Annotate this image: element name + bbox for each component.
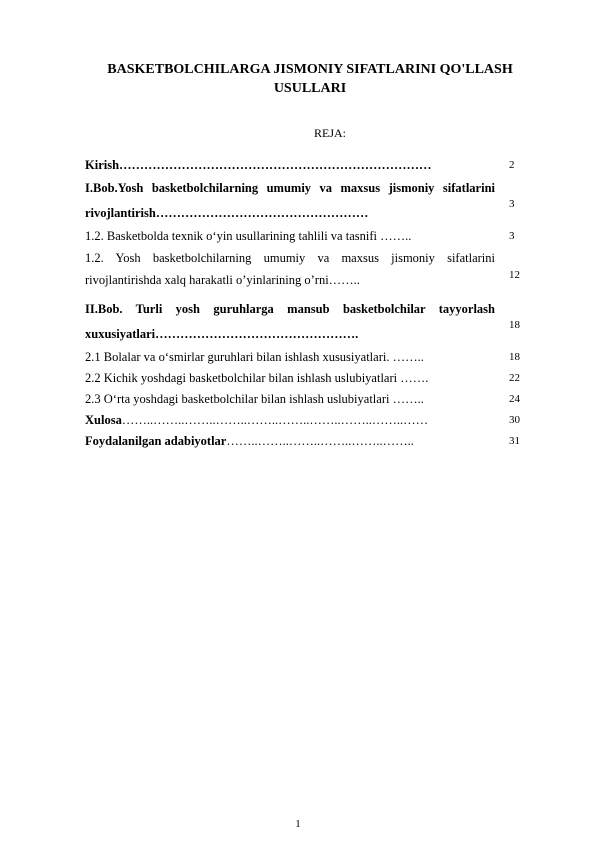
toc-entry-page: 24	[509, 393, 520, 405]
toc-entry-title: 2.1 Bolalar va o‘smirlar guruhlari bilan ishlash xususiyatlari. ……..	[85, 350, 424, 364]
toc-entry-page: 3	[509, 230, 515, 242]
toc-entry-xulosa	[85, 410, 535, 431]
toc-entry-page: 30	[509, 414, 520, 426]
toc-entry-page: 31	[509, 435, 520, 447]
toc-entry-adabiyotlar	[85, 431, 535, 452]
toc-entry-chapter-2	[85, 297, 535, 347]
toc-entry-title: 2.2 Kichik yoshdagi basketbolchilar bilan ishlash uslubiyatlari …….	[85, 371, 429, 385]
toc-entry-title: 1.2. Yosh basketbolchilarning umumiy va maxsus jismoniy sifatlarini rivojlantirishda xalq harakatli o’yinlarining o’rni……..	[85, 251, 495, 287]
toc-entry-page: 2	[509, 159, 515, 171]
page-number: 1	[295, 818, 301, 830]
toc-entry-leader: ……..……..……..……..……..……..	[226, 434, 414, 448]
toc-entry-title: I.Bob.Yosh basketbolchilarning umumiy va maxsus jismoniy sifatlarini rivojlantirish……………………………………………	[85, 181, 495, 220]
toc-entry-page: 3	[509, 198, 515, 210]
toc-entry-title: 1.2. Basketbolda texnik o‘yin usullarining tahlili va tasnifi ……..	[85, 229, 412, 243]
toc-entry-1-2a	[85, 226, 535, 247]
toc-entry-2-1	[85, 347, 535, 368]
toc-entry-kirish	[85, 155, 535, 176]
toc-entry-page: 22	[509, 372, 520, 384]
toc-entry-title: 2.3 O‘rta yoshdagi basketbolchilar bilan ishlash uslubiyatlari ……..	[85, 392, 424, 406]
toc-entry-2-3	[85, 389, 535, 410]
toc-entry-title	[85, 410, 495, 431]
toc-entry-chapter-1	[85, 176, 535, 226]
toc-entry-leader: ……..……..……..……..……..……..……..……..……..……	[121, 413, 429, 427]
toc-entry-title-bold: Xulosa	[85, 413, 122, 427]
toc-entry-page: 18	[509, 319, 520, 331]
document-title: BASKETBOLCHILARGA JISMONIY SIFATLARINI QO'LLASH USULLARI	[107, 62, 513, 96]
toc-entry-page: 12	[509, 269, 520, 281]
plan-heading: REJA:	[313, 126, 346, 140]
toc-entry-title: Kirish…………………………………………………………………	[85, 158, 432, 172]
table-of-contents	[85, 155, 535, 452]
toc-entry-title	[85, 431, 495, 452]
toc-entry-title: II.Bob. Turli yosh guruhlarga mansub basketbolchilar tayyorlash xuxusiyatlari………………………………………….	[85, 302, 495, 341]
toc-entry-1-2b	[85, 247, 535, 297]
toc-entry-title-bold: Foydalanilgan adabiyotlar	[85, 434, 227, 448]
toc-entry-2-2	[85, 368, 535, 389]
toc-entry-page: 18	[509, 351, 520, 363]
